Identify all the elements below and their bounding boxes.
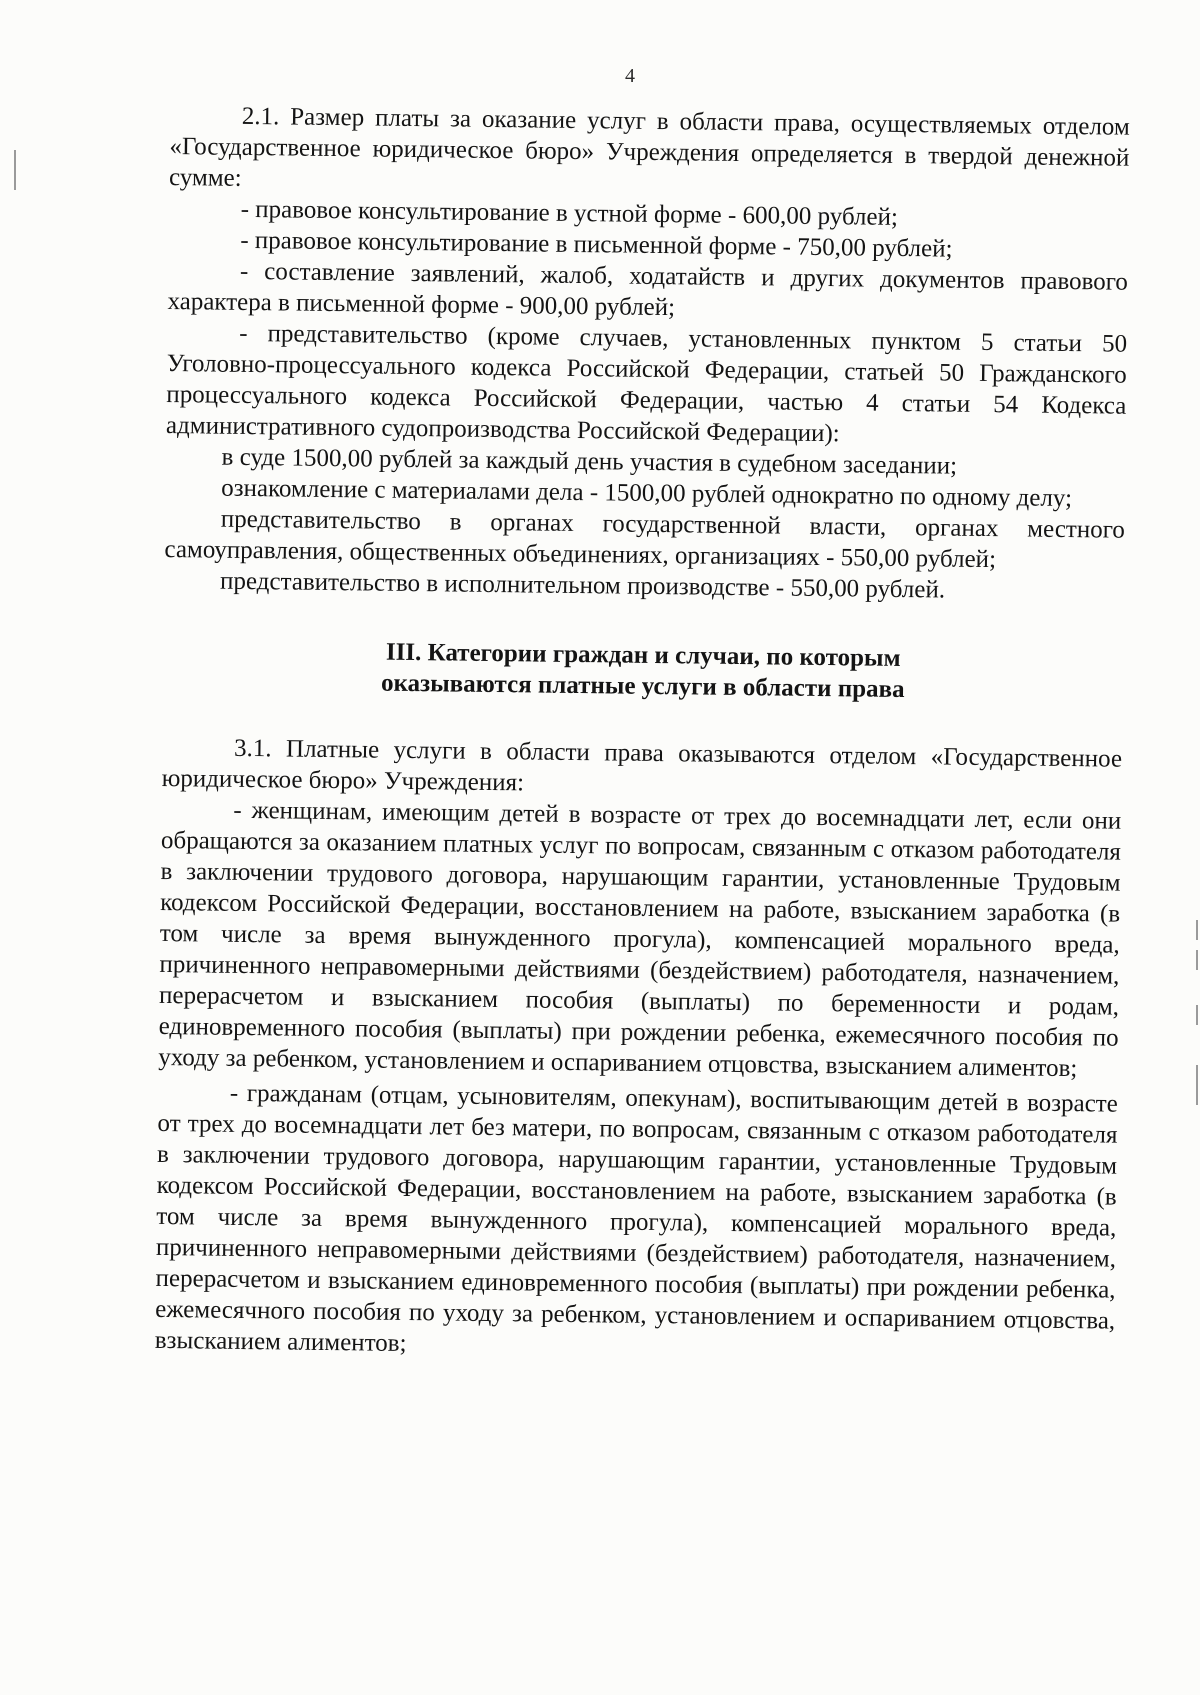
price-item-court: в суде 1500,00 рублей за каждый день участия в судебном заседании; (221, 443, 958, 480)
section-3-heading (163, 634, 1124, 708)
price-item-documents: - составление заявлений, жалоб, ходатайств и других документов правового характера в письменной форме - 900,00 рублей; (167, 257, 1129, 322)
paragraph-3-1: 3.1. Платные услуги в области права оказываются отделом «Государственное юридическое бюро» Учреждения: (161, 734, 1123, 797)
price-item-oral-consulting: - правовое консультирование в устной форме - 600,00 рублей; (240, 195, 899, 231)
right-margin-mark (1196, 950, 1198, 970)
right-margin-mark (1196, 1005, 1198, 1025)
category-women-with-children: - женщинам, имеющим детей в возрасте от трех до восемнадцати лет, если они обращаются за оказанием платных услуг по вопросам, связанным с отказом работодателя в заключении трудового договора, нарушающим гарантии, установленные Трудовым кодексом Российской Федерации, восстановлением на работе, взысканием заработка (в том числе за время вынужденного прогула), компенсацией морального вреда, причиненного неправомерными действиями (бездействием) работодателя, назначением, перерасчетом и взысканием пособия (выплаты) по беременности и родам, единовременного пособия (выплаты) при рождении ребенка, ежемесячного пособия по уходу за ребенком, установлением и оспариванием отцовства, взысканием алиментов; (158, 796, 1122, 1083)
price-item-case-materials: ознакомление с материалами дела - 1500,00 рублей однократно по одному делу; (221, 474, 1073, 513)
document-body (155, 100, 1130, 1368)
right-margin-mark (1196, 1065, 1198, 1105)
paragraph-2-1: 2.1. Размер платы за оказание услуг в области права, осуществляемых отделом «Государственное юридическое бюро» Учреждения определяется в твердой денежной сумме: (168, 102, 1130, 192)
section-3-heading-line-1: III. Категории граждан и случаи, по которым (385, 638, 901, 672)
price-item-written-consulting: - правовое консультирование в письменной форме - 750,00 рублей; (240, 226, 953, 263)
left-margin-mark (14, 150, 16, 190)
price-item-authorities: представительство в органах государственной власти, органах местного самоуправления, общественных объединениях, организациях - 550,00 рублей; (164, 505, 1125, 574)
price-item-representation: - представительство (кроме случаев, установленных пунктом 5 статьи 50 Уголовно-процессуального кодекса Российской Федерации, статьей 50 Гражданского процессуального кодекса Российской Федерации, частью 4 статьи 54 Кодекса административного судопроизводства Российской Федерации): (165, 319, 1128, 448)
price-item-enforcement: представительство в исполнительном производстве - 550,00 рублей. (219, 567, 946, 604)
page-number: 4 (625, 65, 635, 87)
section-3-heading-line-2: оказываются платные услуги в области права (380, 669, 905, 704)
right-margin-mark (1196, 920, 1198, 940)
category-single-fathers: - гражданам (отцам, усыновителям, опекунам), воспитывающим детей в возрасте от трех до восемнадцати лет без матери, по вопросам, связанным с отказом работодателя в заключении трудового договора, нарушающим гарантии, установленные Трудовым кодексом Российской Федерации, восстановлением на работе, взысканием заработка (в том числе за время вынужденного прогула), компенсацией морального вреда, причиненного неправомерными действиями (бездействием) работодателя, назначением, перерасчетом и взысканием единовременного пособия (выплаты) при рождении ребенка, ежемесячного пособия по уходу за ребенком, установлением и оспариванием отцовства, взысканием алиментов; (154, 1079, 1118, 1357)
